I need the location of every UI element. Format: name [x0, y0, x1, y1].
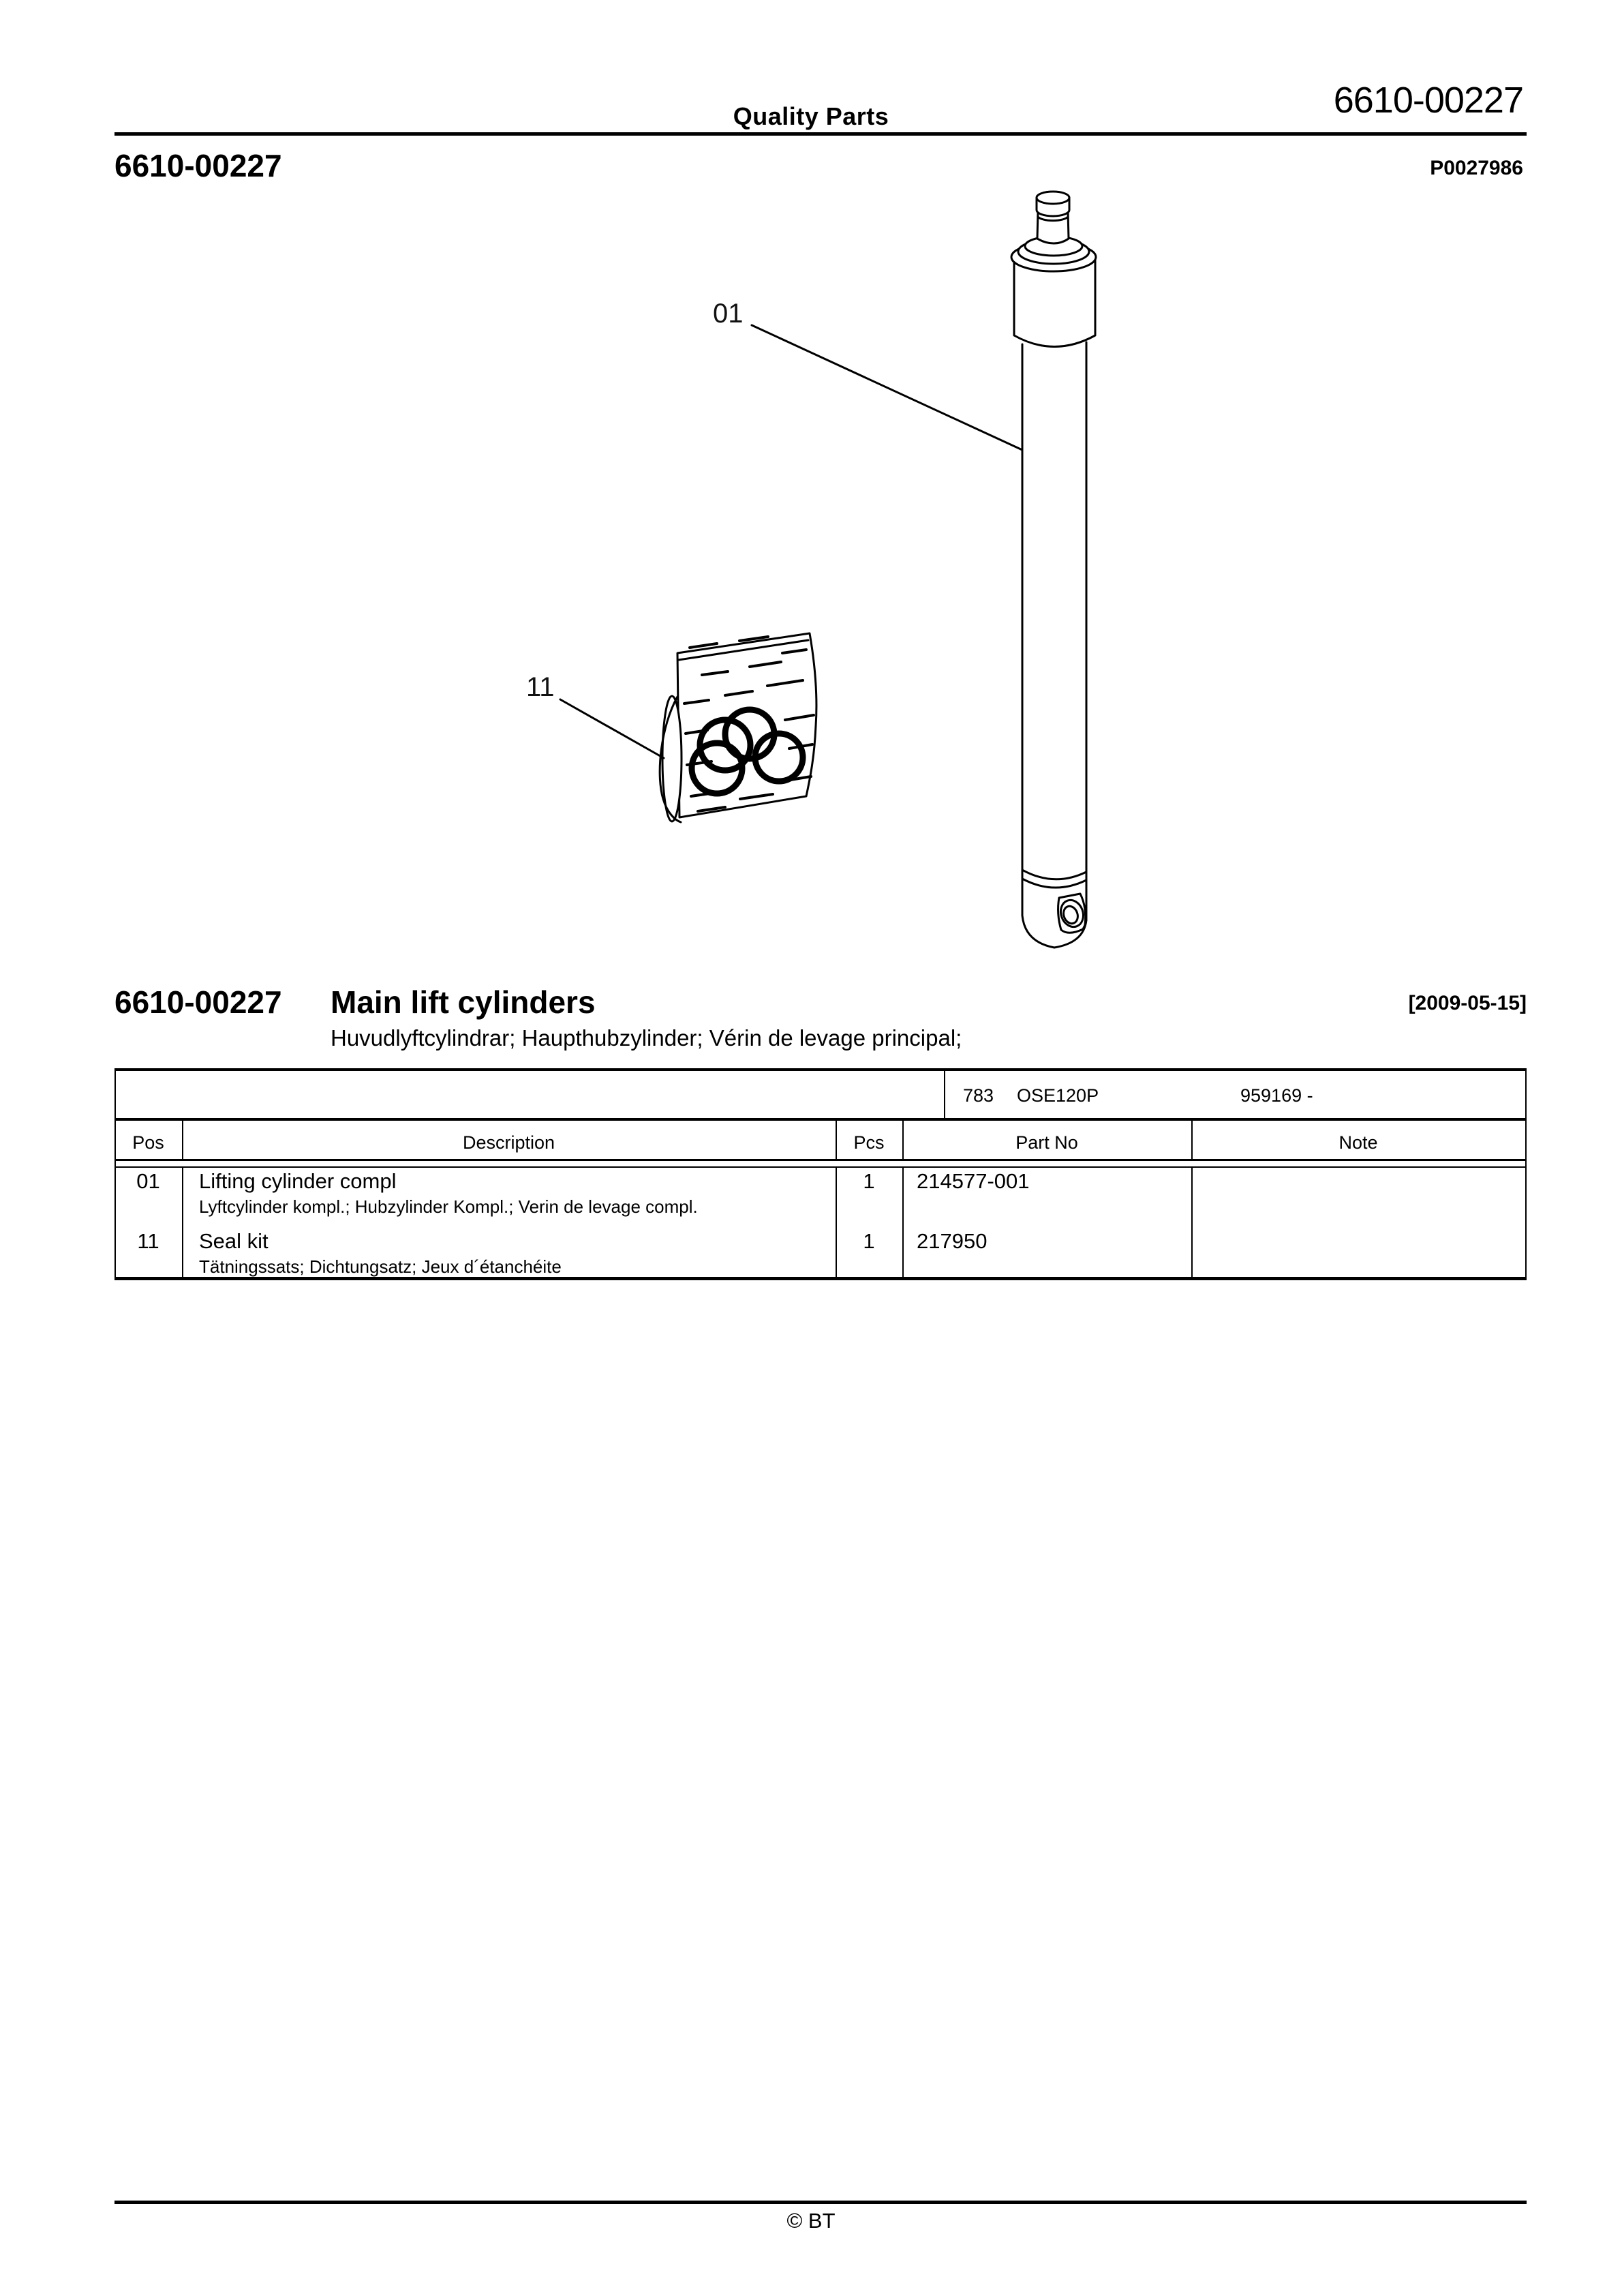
section-date: [2009-05-15] [1408, 992, 1527, 1014]
footer-rule [114, 2201, 1527, 2204]
col-header-pos: Pos [132, 1132, 164, 1153]
row-part-no: 217950 [917, 1229, 988, 1253]
page-title: Quality Parts [733, 102, 889, 130]
table-border-right [1525, 1068, 1527, 1280]
row-description-alt: Lyftcylinder kompl.; Hubzylinder Kompl.; Verin de levage compl. [199, 1196, 698, 1217]
row-pos: 11 [137, 1229, 159, 1253]
col-header-part-no: Part No [1015, 1132, 1078, 1153]
subheader-product-code: 6610-00227 [114, 148, 282, 183]
col-header-note: Note [1338, 1132, 1378, 1153]
seal-kit-drawing [660, 633, 816, 822]
row-pcs: 1 [863, 1169, 875, 1193]
row-description: Lifting cylinder compl [199, 1169, 397, 1193]
leader-line-01 [752, 325, 1022, 450]
lift-cylinder-drawing [1011, 192, 1096, 948]
figure-label-11: 11 [526, 672, 555, 702]
header-rule-thick [114, 1159, 1527, 1161]
spec-code: 783 [963, 1085, 994, 1106]
header-rule [114, 132, 1527, 136]
section-subtitle: Huvudlyftcylindrar; Haupthubzylinder; Vérin de levage principal; [331, 1025, 962, 1051]
spec-serial: 959169 - [1240, 1085, 1313, 1106]
row-pcs: 1 [863, 1229, 875, 1253]
table-border-top [114, 1068, 1527, 1071]
row-description-alt: Tätningssats; Dichtungsatz; Jeux d´étanchéite [199, 1256, 562, 1277]
section-title: Main lift cylinders [331, 984, 596, 1020]
spec-row-rule [114, 1118, 1527, 1121]
row-part-no: 214577-001 [917, 1169, 1030, 1193]
col-header-description: Description [462, 1132, 555, 1153]
bag-texture [684, 637, 814, 811]
row-description: Seal kit [199, 1229, 269, 1253]
leader-lines [560, 325, 1022, 758]
figure-label-01: 01 [713, 299, 744, 329]
footer-copyright: © BT [786, 2209, 836, 2233]
data-divider-pcs [902, 1168, 904, 1277]
spec-model: OSE120P [1017, 1085, 1099, 1106]
section-code: 6610-00227 [114, 984, 282, 1020]
col-header-pcs: Pcs [853, 1132, 885, 1153]
o-rings [692, 710, 803, 794]
data-divider-pos [182, 1168, 183, 1277]
header-rule-thin [114, 1166, 1527, 1168]
header-product-code: 6610-00227 [1333, 80, 1523, 121]
data-divider-part [1191, 1168, 1193, 1277]
row-pos: 01 [136, 1169, 160, 1193]
leader-line-11 [560, 699, 664, 758]
spec-divider [944, 1068, 945, 1118]
plate-number: P0027986 [1430, 157, 1523, 179]
parts-table [114, 1068, 1527, 1280]
